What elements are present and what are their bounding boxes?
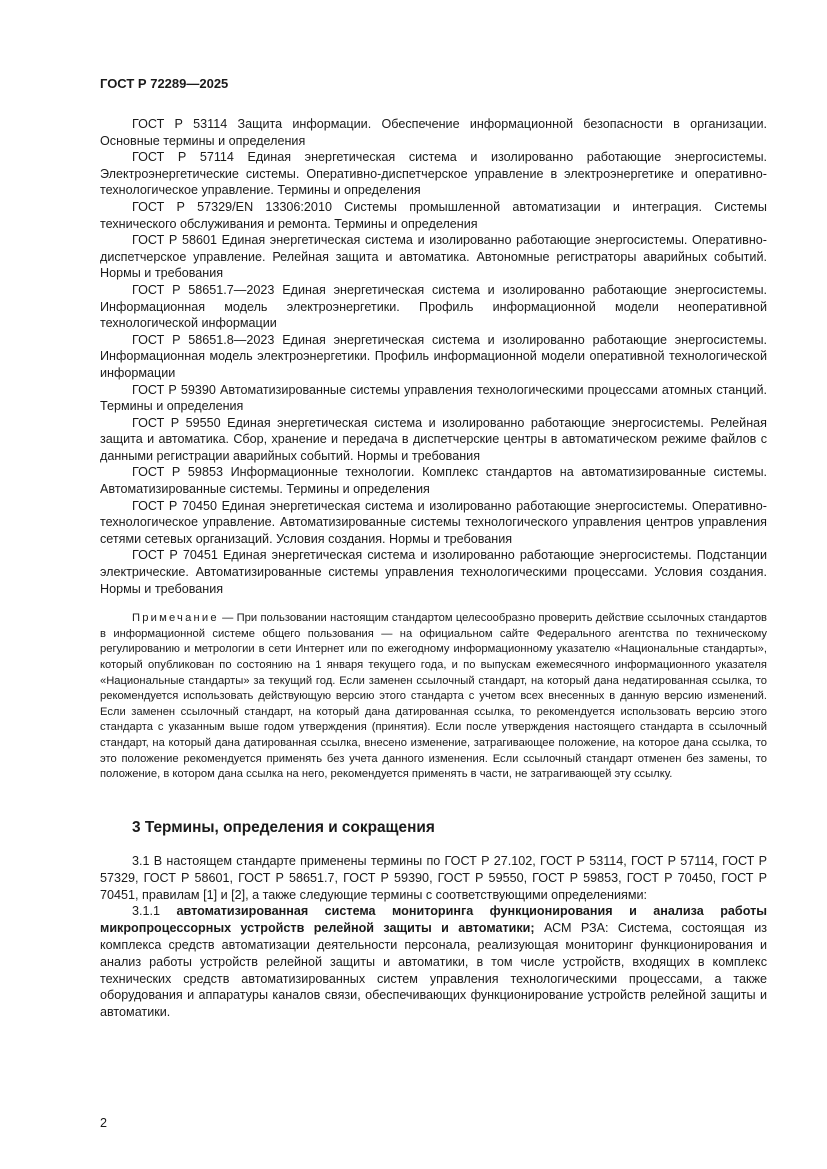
page-number: 2 (100, 1116, 108, 1130)
note-text: — При пользовании настоящим стандартом целесообразно проверить действие ссылочных стандартов в информационной системе общего пользования — на официальном сайте Федерального агентства по техническому регулированию и метрологии в сети Интернет или по ежегодному информационному указателю «Национальные стандарты», который опубликован по состоянию на 1 января текущего года, и по выпускам ежемесячного информационного указателя «Национальные стандарты» за текущий год. Если заменен ссылочный стандарт, на который дана недатированная ссылка, то рекомендуется использовать действующую версию этого стандарта с учетом всех внесенных в данную версию изменений. Если заменен ссылочный стандарт, на который дана датированная ссылка, то рекомендуется использовать версию этого стандарта с указанным выше годом утверждения (принятия). Если после утверждения настоящего стандарта в ссылочный стандарт, на который дана датированная ссылка, внесено изменение, затрагивающее положение, на которое дана ссылка, то это положение рекомендуется применять без учета данного изменения. Если ссылочный стандарт отменен без замены, то положение, в котором дана ссылка на него, рекомендуется применять в части, не затрагивающей эту ссылку. (100, 612, 767, 781)
reference-item: ГОСТ Р 58651.8—2023 Единая энергетическая система и изолированно работающие энергосистемы. Информационная модель электроэнергетики. Профиль информационной модели оперативной технологической информации (100, 332, 767, 380)
reference-item: ГОСТ Р 70451 Единая энергетическая система и изолированно работающие энергосистемы. Подстанции электрические. Автоматизированные системы управления технологическими процессами. Условия создания. Нормы и требования (100, 548, 767, 596)
normative-references (100, 116, 767, 783)
reference-item: ГОСТ Р 57329/EN 13306:2010 Системы промышленной автоматизации и интеграция. Системы технического обслуживания и ремонта. Термины и определения (100, 199, 767, 231)
reference-item: ГОСТ Р 59853 Информационные технологии. Комплекс стандартов на автоматизированные системы. Автоматизированные системы. Термины и определения (100, 465, 767, 497)
section-body (100, 853, 767, 1021)
term-definition-text: АСМ РЗА: Система, состоящая из комплекса средств автоматизации деятельности персонала, реализующая мониторинг функционирования и анализ работы устройств релейной защиты и автоматики, в том числе устройств, входящих в комплекс технических средств автоматизированных систем управления технологическими процессами, а также оборудования и аппаратуры каналов связи, обеспечивающих функционирование устройств релейной защиты и автоматики. (100, 921, 767, 1020)
note-label: Примечание (132, 612, 219, 625)
term-name: автоматизированная система мониторинга функционирования и анализа работы микропроцессорных устройств релейной защиты и автоматики; (100, 904, 767, 936)
reference-item: ГОСТ Р 70450 Единая энергетическая система и изолированно работающие энергосистемы. Оперативно-технологическое управление. Автоматизированные системы технологического управления центров управления сетями сетевых организаций. Условия создания. Нормы и требования (100, 498, 767, 546)
document-header: ГОСТ Р 72289—2025 (100, 76, 229, 91)
reference-item: ГОСТ Р 59390 Автоматизированные системы управления технологическими процессами атомных станций. Термины и определения (100, 382, 767, 414)
section-paragraph: 3.1 В настоящем стандарте применены термины по ГОСТ Р 27.102, ГОСТ Р 53114, ГОСТ Р 57114, ГОСТ Р 57329, ГОСТ Р 58601, ГОСТ Р 58651.7, ГОСТ Р 59390, ГОСТ Р 59550, ГОСТ Р 59853, ГОСТ Р 70450, ГОСТ Р 70451, правилам [1] и [2], а также следующие термины с соответствующими определениями: (100, 854, 767, 902)
reference-item: ГОСТ Р 57114 Единая энергетическая система и изолированно работающие энергосистемы. Электроэнергетические системы. Оперативно-диспетчерское управление в электроэнергетике и оперативно-технологическое управление. Термины и определения (100, 150, 767, 198)
term-number: 3.1.1 (132, 904, 177, 919)
note-paragraph (100, 611, 767, 783)
reference-item: ГОСТ Р 58651.7—2023 Единая энергетическая система и изолированно работающие энергосистемы. Информационная модель электроэнергетики. Профиль информационной модели неоперативной технологической информации (100, 282, 767, 331)
reference-item: ГОСТ Р 59550 Единая энергетическая система и изолированно работающие энергосистемы. Релейная защита и автоматика. Сбор, хранение и передача в диспетчерские центры в автоматическом режиме файлов с данными регистрации аварийных событий. Нормы и требования (100, 415, 767, 463)
reference-item: ГОСТ Р 58601 Единая энергетическая система и изолированно работающие энергосистемы. Оперативно-диспетчерское управление. Релейная защита и автоматика. Автономные регистраторы аварийных событий. Нормы и требования (100, 233, 767, 281)
reference-item: ГОСТ Р 53114 Защита информации. Обеспечение информационной безопасности в организации. Основные термины и определения (100, 117, 767, 148)
section-title: 3 Термины, определения и сокращения (132, 819, 435, 836)
term-definition (100, 903, 767, 1021)
